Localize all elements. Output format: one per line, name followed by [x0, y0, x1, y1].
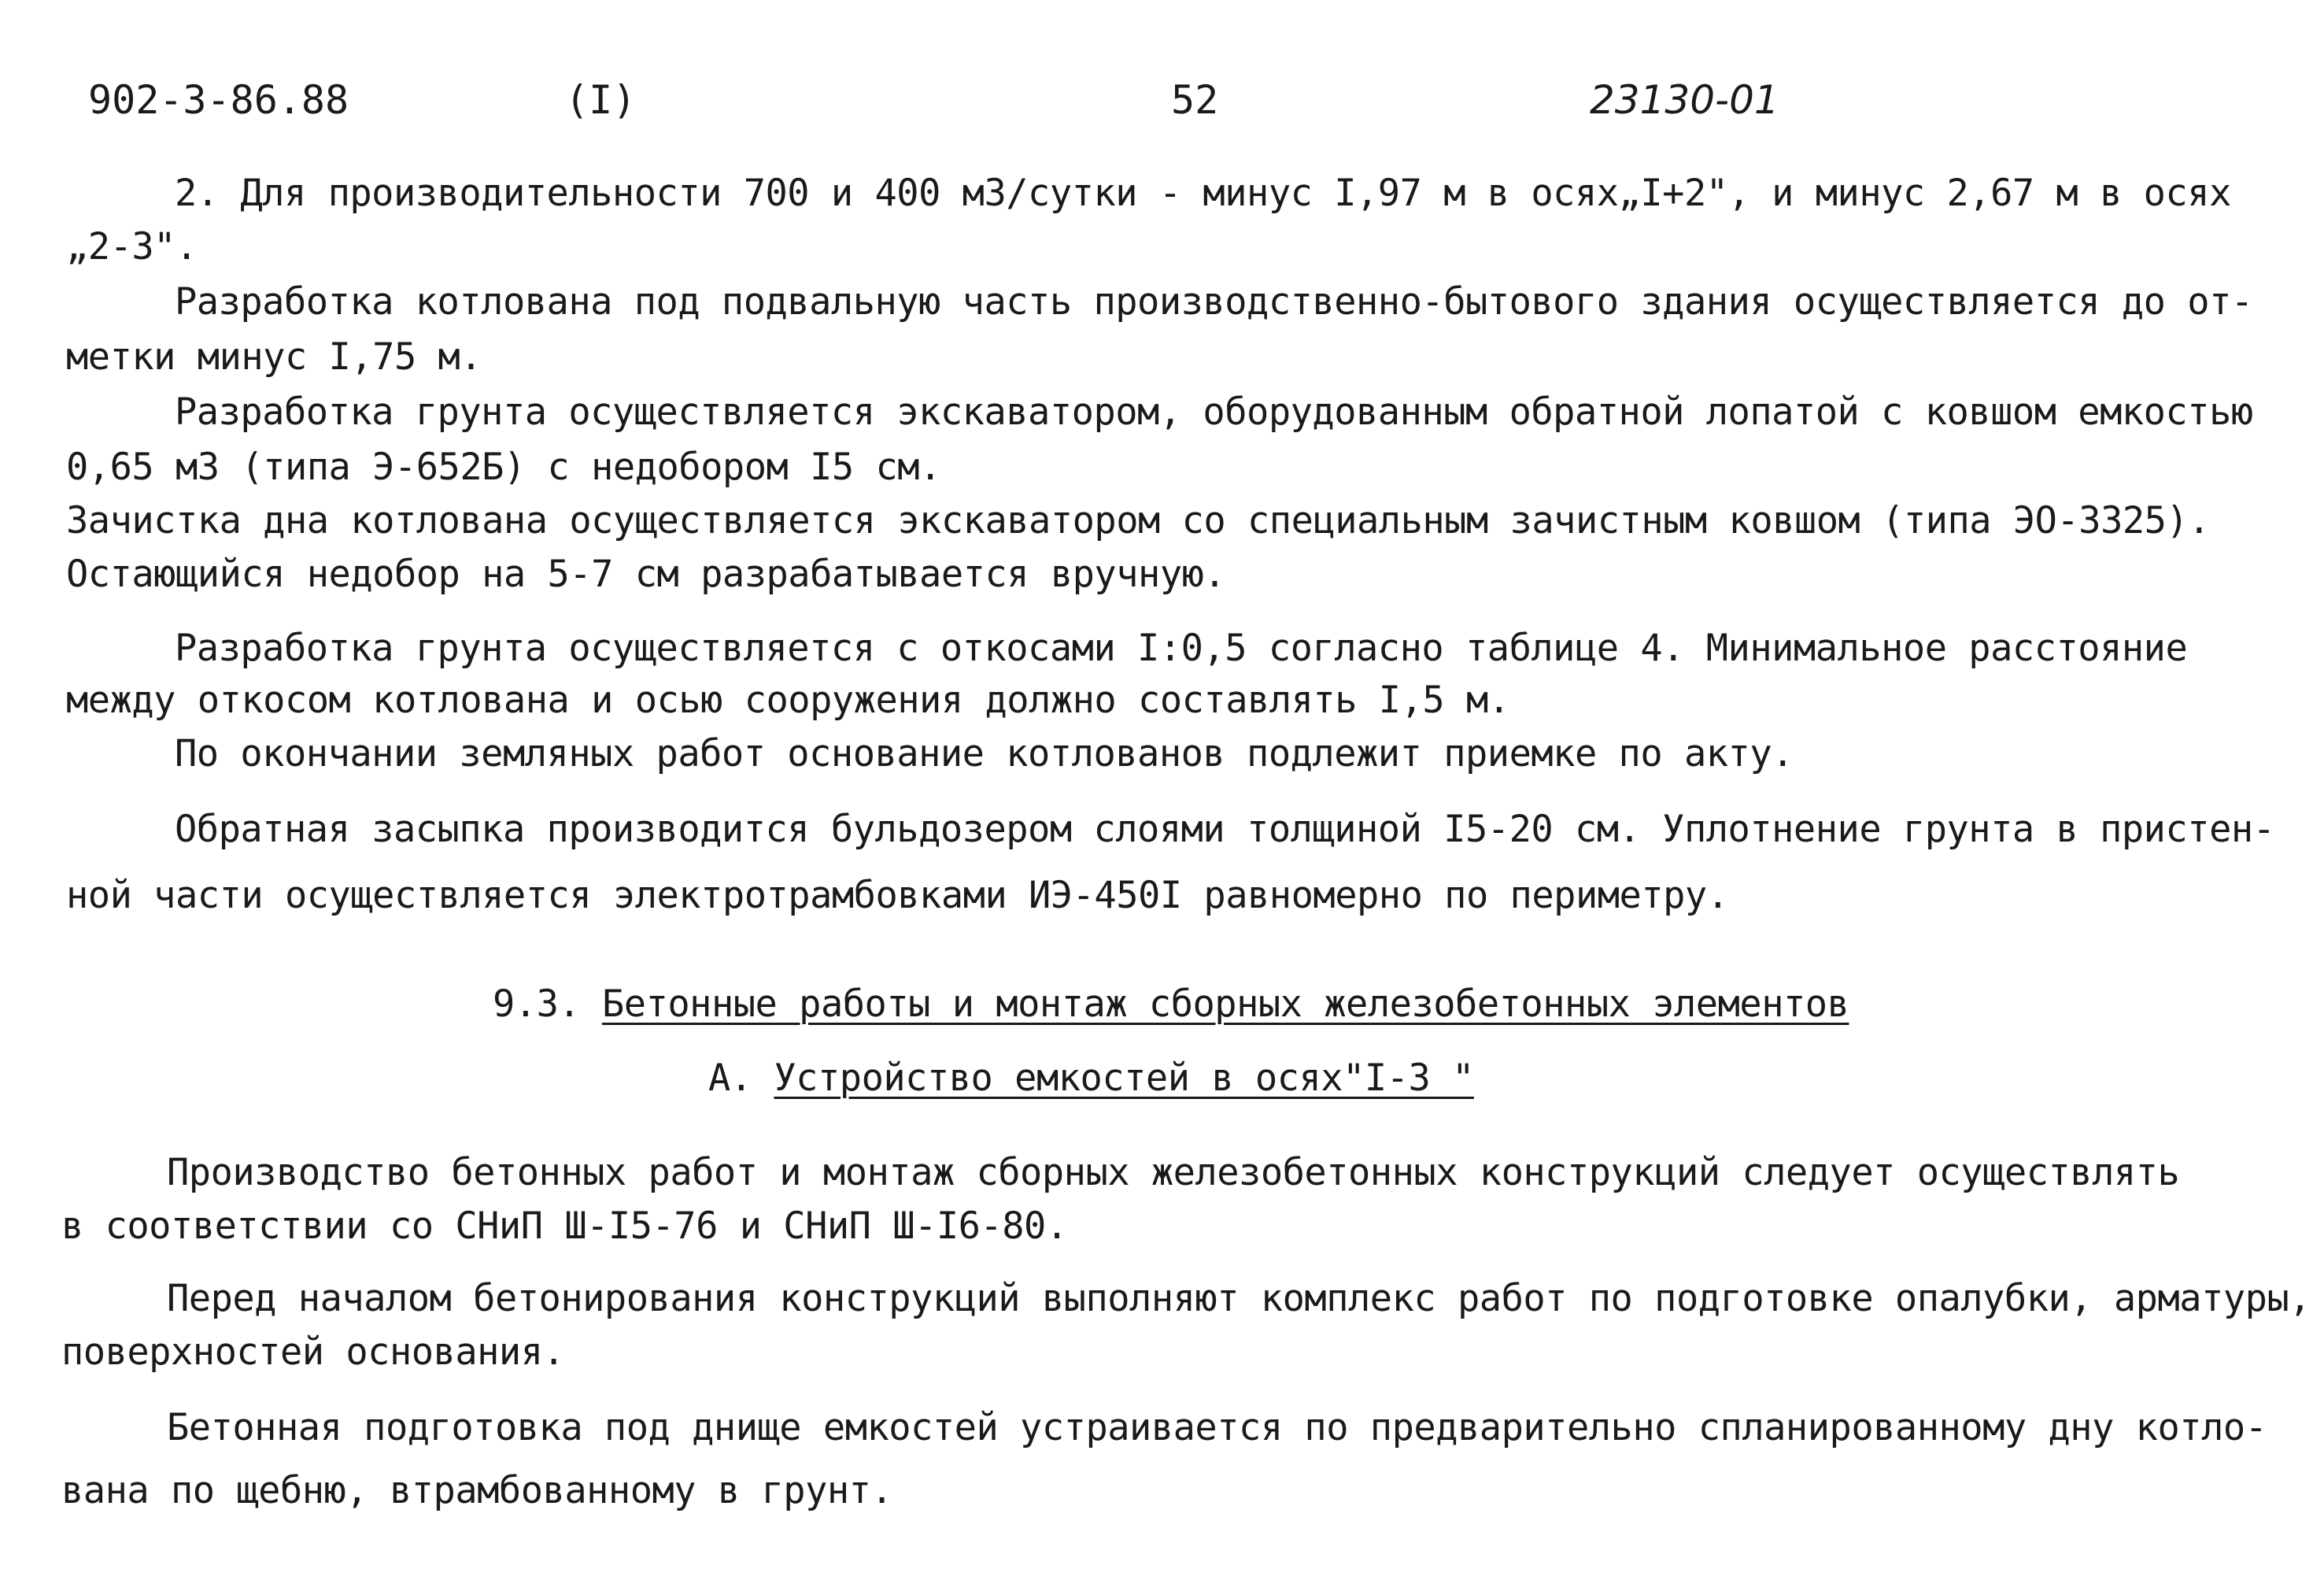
paragraph-line: Перед началом бетонирования конструкций выполняют комплекс работ по подготовке опалубки, арматуры, [167, 1277, 2311, 1320]
subsection-prefix: А. [708, 1056, 752, 1100]
section-number: 9.3. [493, 982, 581, 1026]
paragraph-line: поверхностей основания. [61, 1330, 565, 1374]
paragraph-line: Производство бетонных работ и монтаж сборных железобетонных конструкций следует осуществлять [167, 1151, 2180, 1194]
paragraph-line: Обратная засыпка производится бульдозером слоями толщиной I5-20 см. Уплотнение грунта в пристен- [175, 808, 2275, 851]
document-code: 902-3-86.88 [88, 77, 349, 123]
paragraph-line: Разработка котлована под подвальную часть производственно-бытового здания осуществляется до от- [175, 280, 2253, 324]
paragraph-line: 0,65 м3 (типа Э-652Б) с недобором I5 см. [66, 446, 941, 489]
registration-number: 23130-01 [1590, 77, 1779, 123]
subsection-heading [708, 1056, 1474, 1100]
paragraph-line: Зачистка дна котлована осуществляется экскаватором со специальным зачистным ковшом (типа ЭО-3325). [66, 499, 2211, 542]
paragraph-line: вана по щебню, втрамбованному в грунт. [61, 1469, 893, 1512]
paragraph-line: ной части осуществляется электротрамбовками ИЭ-450I равномерно по периметру. [66, 874, 1729, 917]
section-title: Бетонные работы и монтаж сборных железобетонных элементов [601, 982, 1849, 1026]
page-header [0, 77, 2324, 132]
paragraph-line: метки минус I,75 м. [66, 335, 482, 379]
part-number: (I) [565, 77, 637, 123]
paragraph-line: Разработка грунта осуществляется с откосами I:0,5 согласно таблице 4. Минимальное расстояние [175, 627, 2188, 670]
page-number: 52 [1171, 77, 1219, 123]
paragraph-line: „2-3". [66, 225, 198, 268]
paragraph-line: Разработка грунта осуществляется экскаватором, оборудованным обратной лопатой с ковшом емкостью [175, 390, 2253, 434]
paragraph-line: между откосом котлована и осью сооружения должно составлять I,5 м. [66, 679, 1510, 722]
paragraph-line: в соответствии со СНиП Ш-I5-76 и СНиП Ш-I6-80. [61, 1204, 1068, 1248]
paragraph-line: Остающийся недобор на 5-7 см разрабатывается вручную. [66, 553, 1226, 596]
paragraph-line: По окончании земляных работ основание котлованов подлежит приемке по акту. [175, 732, 1794, 775]
paragraph-line: Бетонная подготовка под днище емкостей устраивается по предварительно спланированному дну котло- [167, 1406, 2267, 1449]
paragraph-line: 2. Для производительности 700 и 400 м3/сутки - минус I,97 м в осях„I+2", и минус 2,67 м в осях [175, 172, 2231, 215]
section-heading [493, 982, 1849, 1026]
subsection-title: Устройство емкостей в осях"I-3 " [774, 1056, 1474, 1100]
